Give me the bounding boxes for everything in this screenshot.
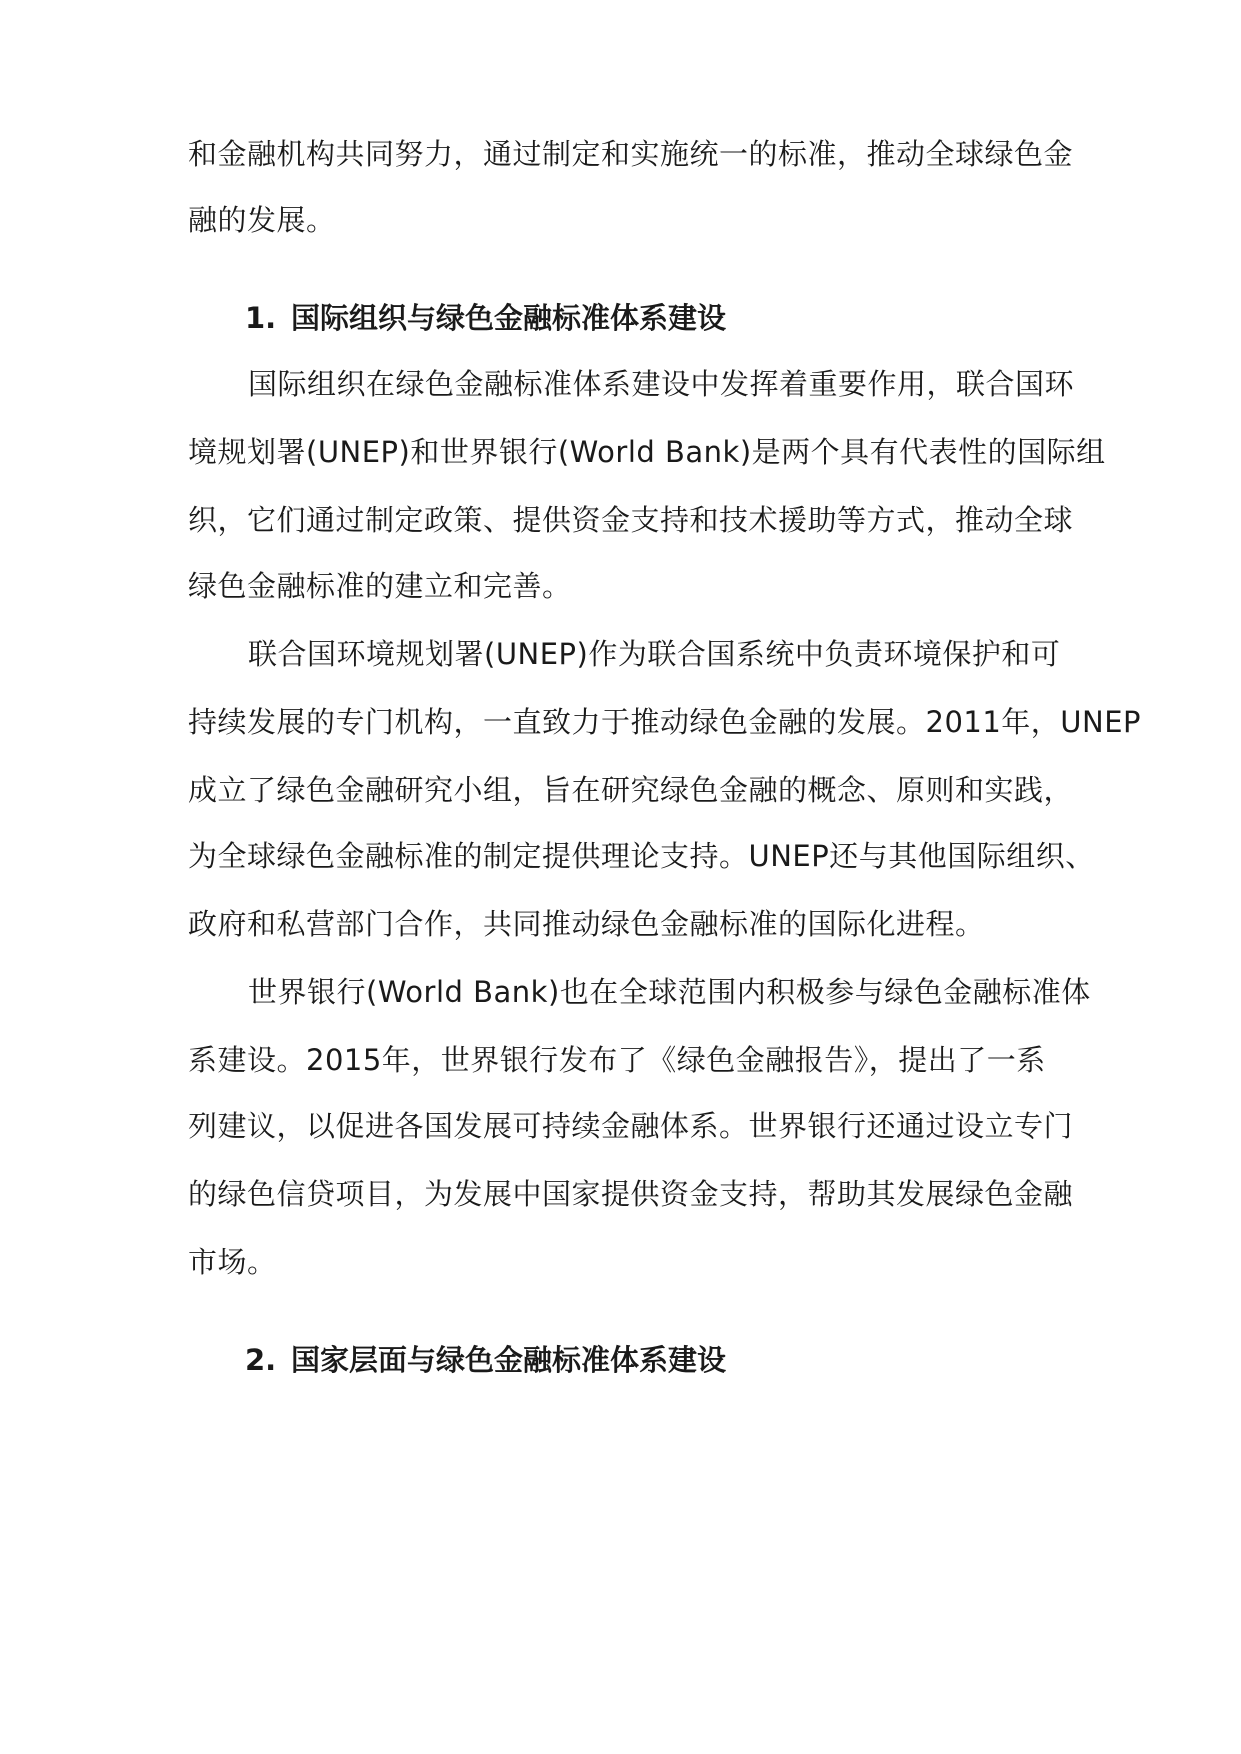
section-1-title: 国际组织与绿色金融标准体系建设 bbox=[291, 301, 727, 335]
p2-line-1: 联合国环境规划署(UNEP)作为联合国系统中负责环境保护和可 bbox=[248, 637, 1061, 671]
p2-line-2: 持续发展的专门机构，一直致力于推动绿色金融的发展。2011年，UNEP bbox=[188, 705, 1142, 739]
p2-line-5: 政府和私营部门合作，共同推动绿色金融标准的国际化进程。 bbox=[188, 907, 985, 941]
section-1-number: 1. bbox=[245, 301, 277, 335]
p2-line-3: 成立了绿色金融研究小组，旨在研究绿色金融的概念、原则和实践， bbox=[188, 773, 1074, 807]
section-1-heading bbox=[245, 298, 726, 338]
section-2-title: 国家层面与绿色金融标准体系建设 bbox=[291, 1343, 727, 1377]
section-2-number: 2. bbox=[245, 1343, 277, 1377]
p1-line-1: 国际组织在绿色金融标准体系建设中发挥着重要作用，联合国环 bbox=[248, 367, 1075, 401]
p3-line-3: 列建议，以促进各国发展可持续金融体系。世界银行还通过设立专门 bbox=[188, 1109, 1074, 1143]
p2-line-4: 为全球绿色金融标准的制定提供理论支持。UNEP还与其他国际组织、 bbox=[188, 839, 1095, 873]
p3-line-1: 世界银行(World Bank)也在全球范围内积极参与绿色金融标准体 bbox=[248, 975, 1091, 1009]
p3-line-5: 市场。 bbox=[188, 1245, 277, 1279]
p3-line-2: 系建设。2015年，世界银行发布了《绿色金融报告》，提出了一系 bbox=[188, 1043, 1046, 1077]
p1-line-2: 境规划署(UNEP)和世界银行(World Bank)是两个具有代表性的国际组 bbox=[188, 435, 1106, 469]
intro-line-1: 和金融机构共同努力，通过制定和实施统一的标准，推动全球绿色金 bbox=[188, 137, 1074, 171]
p3-line-4: 的绿色信贷项目，为发展中国家提供资金支持，帮助其发展绿色金融 bbox=[188, 1177, 1074, 1211]
section-2-heading bbox=[245, 1340, 726, 1380]
intro-line-2: 融的发展。 bbox=[188, 203, 336, 237]
p1-line-3: 织，它们通过制定政策、提供资金支持和技术援助等方式，推动全球 bbox=[188, 503, 1074, 537]
p1-line-4: 绿色金融标准的建立和完善。 bbox=[188, 569, 572, 603]
